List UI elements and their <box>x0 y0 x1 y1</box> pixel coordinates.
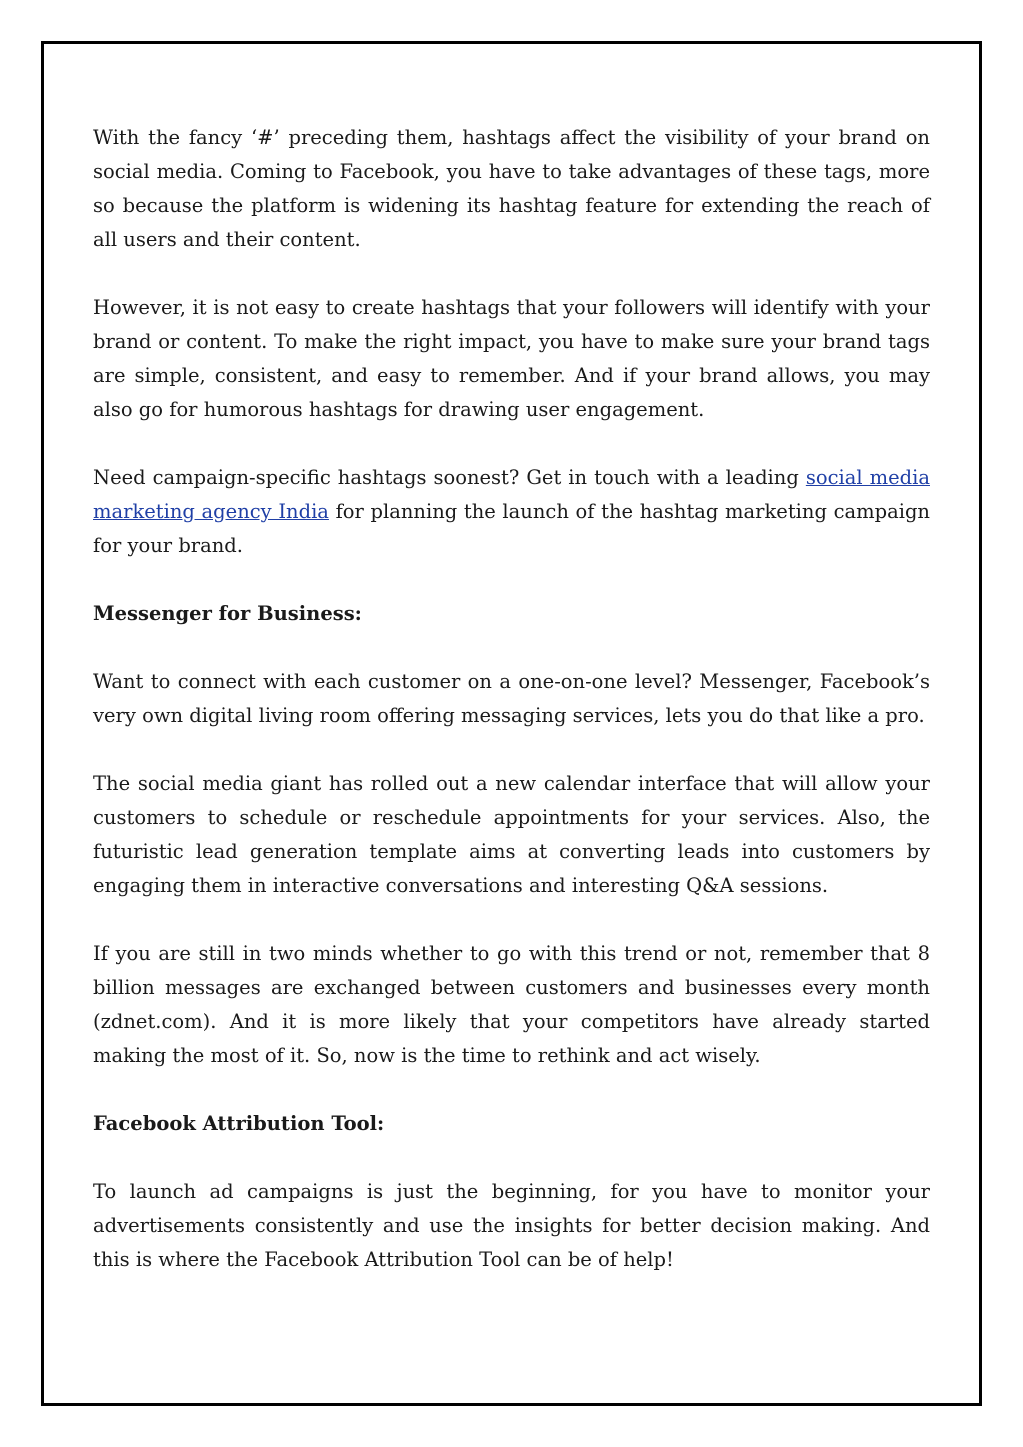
paragraph-messages-stat: If you are still in two minds whether to go with this trend or not, remember that 8 billion messages are exchanged between customers and businesses every month (zdnet.com). And it is more likely that your competitors have already started making the most of it. So, now is the time to rethink and act wisely. <box>93 942 930 1067</box>
paragraph-text: for planning the launch of the hashtag marketing campaign for your brand. <box>93 500 930 557</box>
paragraph-hashtags-impact: However, it is not easy to create hashtags that your followers will identify with your brand or content. To make the right impact, you have to make sure your brand tags are simple, consistent, and easy to remember. And if your brand allows, you may also go for humorous hashtags for drawing user engagement. <box>93 296 930 421</box>
heading-messenger: Messenger for Business: <box>93 602 362 625</box>
paragraph-attribution-intro: To launch ad campaigns is just the beginning, for you have to monitor your advertisements consistently and use the insights for better decision making. And this is where the Facebook Attribution Tool can be of help! <box>93 1180 930 1271</box>
paragraph-messenger-intro: Want to connect with each customer on a one-on-one level? Messenger, Facebook’s very own digital living room offering messaging services, lets you do that like a pro. <box>93 670 930 727</box>
paragraph-campaign-hashtags <box>93 461 930 563</box>
agency-link[interactable]: social media marketing agency India <box>93 466 930 523</box>
paragraph-calendar-interface: The social media giant has rolled out a new calendar interface that will allow your customers to schedule or reschedule appointments for your services. Also, the futuristic lead generation template aims at converting leads into customers by engaging them in interactive conversations and interesting Q&A sessions. <box>93 772 930 897</box>
heading-attribution: Facebook Attribution Tool: <box>93 1112 385 1135</box>
document-body <box>93 121 930 1311</box>
paragraph-hashtags-intro: With the fancy ‘#’ preceding them, hashtags affect the visibility of your brand on social media. Coming to Facebook, you have to take advantages of these tags, more so because the platform is widening its hashtag feature for extending the reach of all users and their content. <box>93 126 930 251</box>
paragraph-text: Need campaign-specific hashtags soonest? Get in touch with a leading <box>93 466 806 489</box>
